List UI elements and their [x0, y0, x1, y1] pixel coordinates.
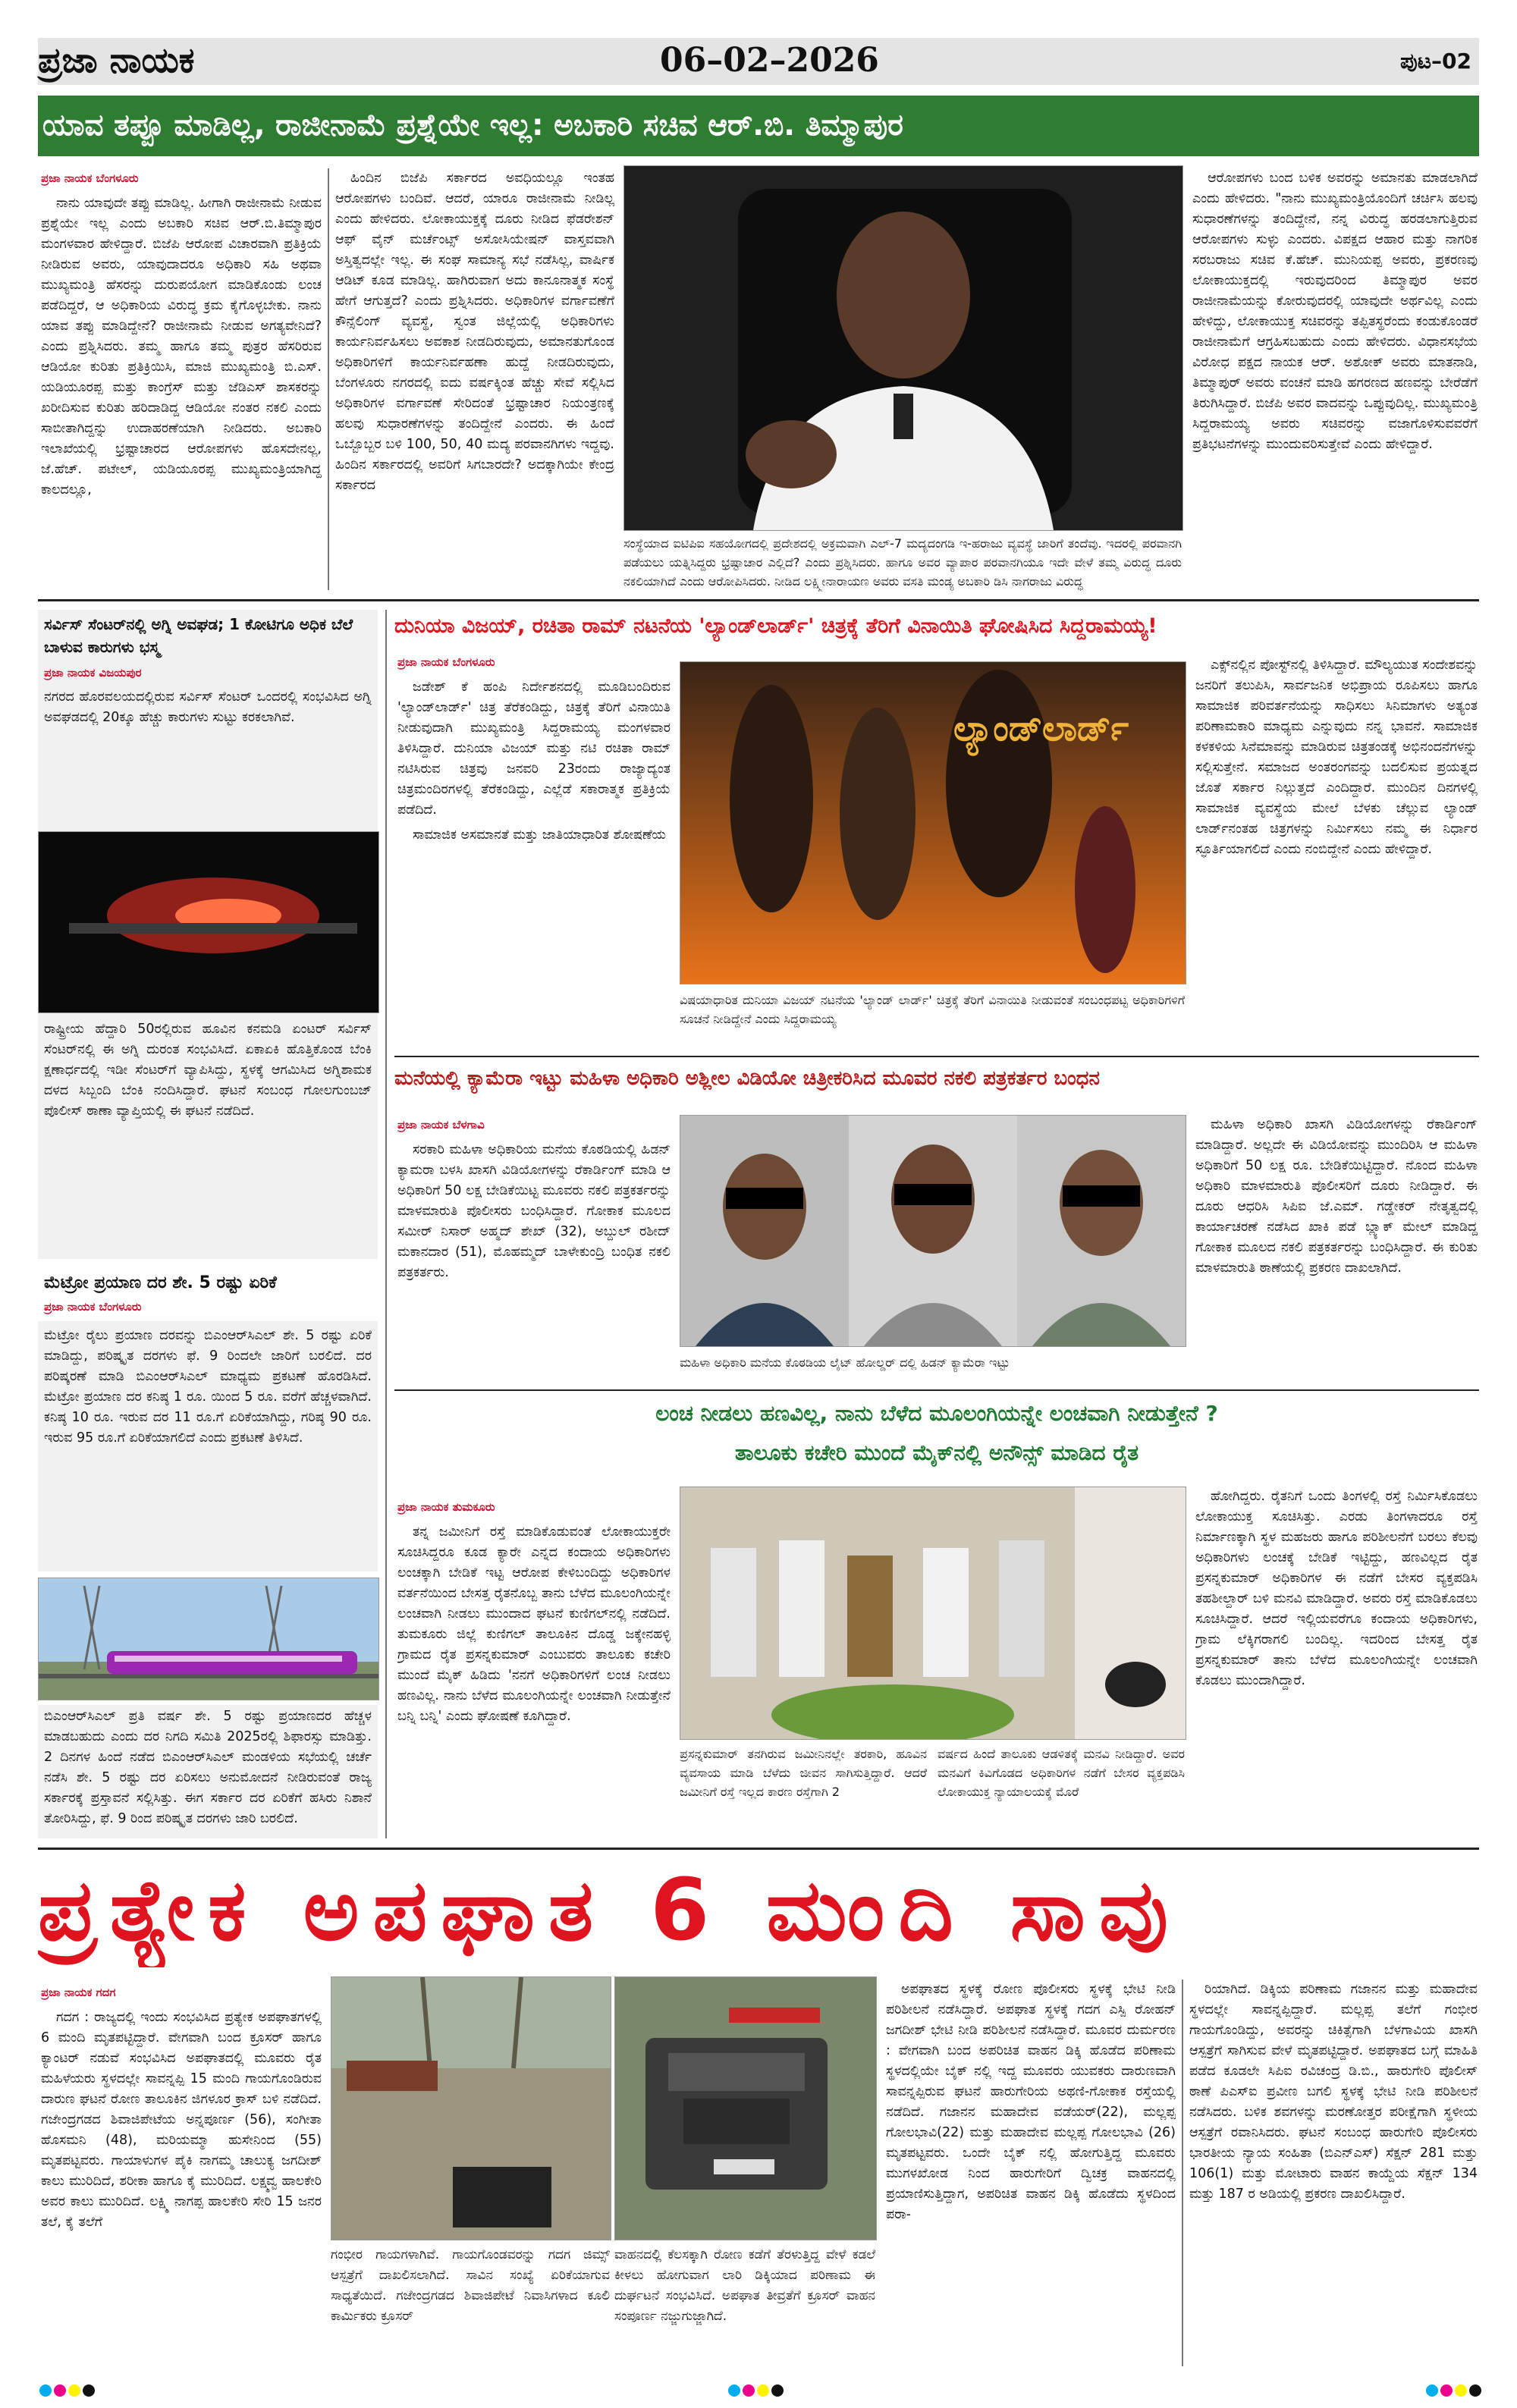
registration-marks-center	[728, 2384, 786, 2400]
lead-headline-banner	[38, 96, 1479, 156]
issue-date: 06–02–2026	[660, 41, 879, 80]
story4-headline	[394, 1062, 1479, 1095]
accused-photos	[680, 1115, 1186, 1347]
story3-headline-text: ದುನಿಯಾ ವಿಜಯ್, ರಚಿತಾ ರಾಮ್ ನಟನೆಯ 'ಲ್ಯಾಂಡ್‌ಲಾರ್ಡ್' ಚಿತ್ರಕ್ಕೆ ತೆರಿಗೆ ವಿನಾಯಿತಿ ಘೋಷಿಸಿದ ಸಿದ್ದರಾಮಯ್ಯ!	[394, 614, 1157, 638]
story6-headline2-text: ತಾಲೂಕು ಕಚೇರಿ ಮುಂದೆ ಮೈಕ್‌ನಲ್ಲಿ ಅನೌನ್ಸ್ ಮಾಡಿದ ರೈತ	[734, 1440, 1139, 1465]
masthead	[38, 38, 1479, 85]
story4-col1	[397, 1115, 671, 1377]
story1-text-1: ನಾನು ಯಾವುದೇ ತಪ್ಪು ಮಾಡಿಲ್ಲ. ಹೀಗಾಗಿ ರಾಜೀನಾಮೆ ನೀಡುವ ಪ್ರಶ್ನೆಯೇ ಇಲ್ಲ ಎಂದು ಅಬಕಾರಿ ಸಚಿವ ಆರ್.ಬಿ.ತಿಮ್ಮಾಪುರ ಮಂಗಳವಾರ ಹೇಳಿದ್ದಾರೆ. ಬಿಜೆಪಿ ಆರೋಪ ವಿಚಾರವಾಗಿ ಪ್ರತಿಕ್ರಿಯೆ ನೀಡಿರುವ ಅವರು, ಯಾವುದಾದರೂ ಅಧಿಕಾರಿ ಸಹಿ ಅಥವಾ ಮುಖ್ಯಮಂತ್ರಿ ಹೆಸರನ್ನು ದುರುಪಯೋಗ ಮಾಡಿಕೊಂಡು ಲಂಚ ಪಡೆದಿದ್ದರೆ, ಆ ಅಧಿಕಾರಿಯ ವಿರುದ್ಧ ಕ್ರಮ ಕೈಗೊಳ್ಳಬೇಕು. ನಾನು ಯಾವ ತಪ್ಪು ಮಾಡಿದ್ದೇನೆ? ರಾಜೀನಾಮೆ ನೀಡುವ ಅಗತ್ಯವೇನಿದೆ? ಎಂದು ಪ್ರಶ್ನಿಸಿದರು. ತಮ್ಮ ಹಾಗೂ ತಮ್ಮ ಪುತ್ರರ ಹೆಸರಿರುವ ಆಡಿಯೋ ಕುರಿತು ಪ್ರತಿಕ್ರಿಯಿಸಿ, ಮಾಜಿ ಮುಖ್ಯಮಂತ್ರಿ ಬಿ.ಎಸ್. ಯಡಿಯೂರಪ್ಪ ಮತ್ತು ಕಾಂಗ್ರೆಸ್ ಮತ್ತು ಜೆಡಿಎಸ್ ಶಾಸಕರನ್ನು ಖರೀದಿಸುವ ಕುರಿತು ಹರಿದಾಡಿದ್ದ ಆಡಿಯೋ ನಂತರ ನಕಲಿ ಎಂದು ಸಾಬೀತಾಗಿದ್ದನ್ನು ಉದಾಹರಣೆಯಾಗಿ ನೀಡಿದರು. ಅಬಕಾರಿ ಇಲಾಖೆಯಲ್ಲಿ ಭ್ರಷ್ಟಾಚಾರದ ಆರೋಪಗಳು ಹೊಸದೇನಲ್ಲ, ಜೆ.ಹೆಚ್. ಪಟೇಲ್, ಯಡಿಯೂರಪ್ಪ ಮುಖ್ಯಮಂತ್ರಿಯಾಗಿದ್ದ ಕಾಲದಲ್ಲೂ,	[41, 196, 322, 498]
story7-text-4: ರಿಯಾಗಿದೆ. ಡಿಕ್ಕಿಯ ಪರಿಣಾಮ ಗಜಾನನ ಮತ್ತು ಮಹಾದೇವ ಸ್ಥಳದಲ್ಲೇ ಸಾವನ್ನಪ್ಪಿದ್ದಾರೆ. ಮಲ್ಲಪ್ಪ ತಲೆಗೆ ಗಂಭೀರ ಗಾಯಗೊಂಡಿದ್ದು, ಅವರನ್ನು ಚಿಕಿತ್ಸೆಗಾಗಿ ಬೆಳಗಾವಿಯ ಖಾಸಗಿ ಆಸ್ಪತ್ರೆಗೆ ಸಾಗಿಸುವ ವೇಳೆ ಮೃತಪಟ್ಟಿದ್ದಾರೆ. ಅಪಘಾತದ ಬಗ್ಗೆ ಮಾಹಿತಿ ಪಡೆದ ಕೂಡಲೇ ಸಿಪಿಐ ರವಿಚಂದ್ರ ಡಿ.ಬಿ., ಹಾರುಗೇರಿ ಪೊಲೀಸ್ ಠಾಣೆ ಪಿಎಸ್ಐ ಪ್ರವೀಣ ಬಗಲಿ ಸ್ಥಳಕ್ಕೆ ಭೇಟಿ ನೀಡಿ ಪರಿಶೀಲನೆ ನಡೆಸಿದರು. ಬಳಿಕ ಶವಗಳನ್ನು ಮರಣೋತ್ತರ ಪರೀಕ್ಷೆಗಾಗಿ ಸ್ಥಳೀಯ ಆಸ್ಪತ್ರೆಗೆ ರವಾನಿಸಿದರು. ಘಟನೆ ಸಂಬಂಧ ಹಾರುಗೇರಿ ಪೊಲೀಸರು ಭಾರತೀಯ ನ್ಯಾಯ ಸಂಹಿತಾ (ಬಿಎನ್ಎಸ್) ಸೆಕ್ಷನ್ 281 ಮತ್ತು 106(1) ಮತ್ತು ಮೋಟಾರು ವಾಹನ ಕಾಯ್ದೆಯ ಸೆಕ್ಷನ್ 134 ಮತ್ತು 187 ರ ಅಡಿಯಲ್ಲಿ ಪ್ರಕರಣ ದಾಖಲಿಸಿದ್ದಾರೆ.	[1189, 1982, 1478, 2202]
story2-body: ರಾಷ್ಟ್ರೀಯ ಹೆದ್ದಾರಿ 50ರಲ್ಲಿರುವ ಹೂವಿನ ಕನಮಡಿ ಏಂಟರ್ ಸರ್ವಿಸ್ ಸೆಂಟರ್‌ನಲ್ಲಿ ಈ ಅಗ್ನಿ ದುರಂತ ಸಂಭವಿಸಿದೆ. ಏಕಾಏಕಿ ಹೊತ್ತಿಕೊಂಡ ಬೆಂಕಿ ಕ್ಷಣಾರ್ಧದಲ್ಲಿ ಇಡೀ ಸೆಂಟರ್‌ಗೆ ವ್ಯಾಪಿಸಿದ್ದು, ಸ್ಥಳಕ್ಕೆ ಆಗಮಿಸಿದ ಅಗ್ನಿಶಾಮಕ ದಳದ ಸಿಬ್ಬಂದಿ ಬೆಂಕಿ ನಂದಿಸಿದ್ದಾರೆ. ಘಟನೆ ಸಂಬಂಧ ಗೋಲಗುಂಬಜ್ ಪೊಲೀಸ್ ಠಾಣಾ ವ್ಯಾಪ್ತಿಯಲ್ಲಿ ಈ ಘಟನೆ ನಡೆದಿದೆ.	[44, 1022, 372, 1119]
story3-col1	[397, 652, 671, 1044]
landlord-poster	[680, 661, 1186, 984]
story4-headline-text: ಮನೆಯಲ್ಲಿ ಕ್ಯಾಮೆರಾ ಇಟ್ಟು ಮಹಿಳಾ ಅಧಿಕಾರಿ ಅಶ್ಲೀಲ ವಿಡಿಯೋ ಚಿತ್ರೀಕರಿಸಿದ ಮೂವರ ನಕಲಿ ಪತ್ರಕರ್ತರ ಬಂಧನ	[394, 1067, 1100, 1090]
paper-title: ಪ್ರಜಾ ನಾಯಕ	[38, 39, 195, 80]
story1-caption: ಸಂಸ್ಥೆಯಾದ ಐಟಿಪಿಐ ಸಹಯೋಗದಲ್ಲಿ ಪ್ರದೇಶದಲ್ಲಿ ಅಕ್ರಮವಾಗಿ ಎಲ್-7 ಮದ್ಯದಂಗಡಿ ಇ-ಹರಾಜು ವ್ಯವಸ್ಥೆ ಜಾರಿಗೆ ತಂದೆವು. ಇದರಲ್ಲಿ ಪರವಾನಗಿ ಪಡೆಯಲು ಯತ್ನಿಸಿದ್ದರು ಭ್ರಷ್ಟಾಚಾರ ಎಲ್ಲಿದೆ? ಎಂದು ಪ್ರಶ್ನಿಸಿದರು. ಹಾಗೂ ಅವರ ವ್ಯಾಪಾರ ಪರವಾನಗಿಯೂ ಇದೇ ವೇಳೆ ತಮ್ಮ ವಿರುದ್ಧ ದೂರು ನಕಲಿಯಾಗಿದೆ ಎಂದು ಆರೋಪಿಸಿದರು. ನೀಡಿದ ಲಕ್ಷ್ಮೀನಾರಾಯಣ ಅವರು ವಸತಿ ಮಂಡ್ಯ ಅಬಕಾರಿ ಡಿಸಿ ನಾಗರಾಜು ವಿರುದ್ಧ	[623, 536, 1182, 589]
story6-col3	[1195, 1487, 1478, 1838]
story3-col3	[1195, 655, 1478, 1044]
registration-marks-left	[39, 2384, 97, 2400]
story4-text-1: ಸರಕಾರಿ ಮಹಿಳಾ ಅಧಿಕಾರಿಯ ಮನೆಯ ಕೊಠಡಿಯಲ್ಲಿ ಹಿಡನ್ ಕ್ಯಾಮರಾ ಬಳಸಿ ಖಾಸಗಿ ವಿಡಿಯೋಗಳನ್ನು ರೆಕಾರ್ಡಿಂಗ್ ಮಾಡಿ ಆ ಅಧಿಕಾರಿಗೆ 50 ಲಕ್ಷ ಬೇಡಿಕೆಯಿಟ್ಟ ಮೂವರು ನಕಲಿ ಪತ್ರಕರ್ತರನ್ನು ಮಾಳಮಾರುತಿ ಪೊಲೀಸರು ಬಂಧಿಸಿದ್ದಾರೆ. ಗೋಕಾಕ ಮೂಲದ ಸಮೀರ್ ನಿಸಾರ್ ಅಹ್ಮದ್ ಶೇಖ್ (32), ಅಬ್ದುಲ್ ರಶೀದ್ ಮಕಾನದಾರ (51), ಮೊಹಮ್ಮದ್ ಬಾಳೇಕುಂದ್ರಿ ಬಂಧಿತ ನಕಲಿ ಪತ್ರಕರ್ತರು.	[397, 1142, 671, 1280]
story5-body: ಬಿಎಂಆರ್‌ಸಿಎಲ್ ಪ್ರತಿ ವರ್ಷ ಶೇ. 5 ರಷ್ಟು ಪ್ರಯಾಣದರ ಹೆಚ್ಚಳ ಮಾಡಬಹುದು ಎಂದು ದರ ನಿಗದಿ ಸಮಿತಿ 2025ರಲ್ಲಿ ಶಿಫಾರಸ್ಸು ಮಾಡಿತ್ತು. 2 ದಿನಗಳ ಹಿಂದೆ ನಡೆದ ಬಿಎಂಆರ್‌ಸಿಎಲ್ ಮಂಡಳಿಯ ಸಭೆಯಲ್ಲಿ ಚರ್ಚೆ ನಡೆಸಿ ಶೇ. 5 ರಷ್ಟು ದರ ಏರಿಸಲು ಅನುಮೋದನೆ ನೀಡಿರುವಂತೆ ರಾಜ್ಯ ಸರ್ಕಾರಕ್ಕೆ ಪ್ರಸ್ತಾವನೆ ಸಲ್ಲಿಸಿತ್ತು. ಈಗ ಸರ್ಕಾರ ದರ ಏರಿಕೆಗೆ ಹಸಿರು ನಿಶಾನೆ ತೋರಿಸಿದ್ದು, ಫೆ. 9 ರಿಂದ ಪರಿಷ್ಕೃತ ದರಗಳು ಜಾರಿ ಬರಲಿದೆ.	[44, 1709, 372, 1826]
story1-text-4: ಆರೋಪಗಳು ಬಂದ ಬಳಿಕ ಅವರನ್ನು ಅಮಾನತು ಮಾಡಲಾಗಿದೆ ಎಂದು ಹೇಳಿದರು. "ನಾನು ಮುಖ್ಯಮಂತ್ರಿಯೊಂದಿಗೆ ಚರ್ಚಿಸಿ ಹಲವು ಸುಧಾರಣೆಗಳನ್ನು ತಂದಿದ್ದೇನೆ, ನನ್ನ ವಿರುದ್ಧ ಹರಡಲಾಗುತ್ತಿರುವ ಆರೋಪಗಳು ಸುಳ್ಳು ಎಂದರು. ವಿಪಕ್ಷದ ಆಹಾರ ಮತ್ತು ನಾಗರಿಕ ಸರಬರಾಜು ಸಚಿವ ಕೆ.ಹೆಚ್. ಮುನಿಯಪ್ಪ ಅವರು, ಪ್ರಕರಣವು ಲೋಕಾಯುಕ್ತದಲ್ಲಿ ಇರುವುದರಿಂದ ತಿಮ್ಮಾಪುರ ಅವರ ರಾಜೀನಾಮೆಯನ್ನು ಕೋರುವುದರಲ್ಲಿ ಯಾವುದೇ ಅರ್ಥವಿಲ್ಲ ಎಂದು ಹೇಳಿದ್ದು, ಲೋಕಾಯುಕ್ತ ಸಚಿವರನ್ನು ತಪ್ಪಿತಸ್ಥರೆಂದು ಕಂಡುಕೊಂಡರೆ ರಾಜೀನಾಮೆಗೆ ಆಗ್ರಹಿಸಬಹುದು ಎಂದು ಹೇಳಿದರು. ವಿಧಾನಸಭೆಯ ವಿರೋಧ ಪಕ್ಷದ ನಾಯಕ ಆರ್. ಅಶೋಕ್ ಅವರು ಮಾತನಾಡಿ, ತಿಮ್ಮಾಪುರ್ ಅವರು ವಂಚನೆ ಮಾಡಿ ಹಗರಣದ ಹಣವನ್ನು ಬೇರೆಡೆಗೆ ತಿರುಗಿಸಿದ್ದಾರೆ. ಬಿಜೆಪಿ ಅವರ ವಾದವನ್ನು ಒಪ್ಪುವುದಿಲ್ಲ. ಮುಖ್ಯಮಂತ್ರಿ ಸಿದ್ದರಾಮಯ್ಯ ಅವರು ಸಚಿವರನ್ನು ವಜಾಗೊಳಿಸುವವರೆಗೆ ಪ್ರತಿಭಟನೆಗಳನ್ನು ಮುಂದುವರಿಸುತ್ತೇವೆ ಎಂದು ಹೇಳಿದ್ದಾರೆ.	[1192, 171, 1478, 452]
story1-col2	[335, 168, 614, 590]
story1-text-2: ಹಿಂದಿನ ಬಿಜೆಪಿ ಸರ್ಕಾರದ ಅವಧಿಯಲ್ಲೂ ಇಂತಹ ಆರೋಪಗಳು ಬಂದಿವೆ. ಆದರೆ, ಯಾರೂ ರಾಜೀನಾಮೆ ನೀಡಿಲ್ಲ ಎಂದು ಹೇಳಿದರು. ಲೋಕಾಯುಕ್ತಕ್ಕೆ ದೂರು ನೀಡಿದ ಫೆಡರೇಶನ್ ಆಫ್ ವೈನ್ ಮರ್ಚೆಂಟ್ಸ್ ಅಸೋಸಿಯೇಷನ್ ವಾಸ್ತವವಾಗಿ ಅಸ್ತಿತ್ವದಲ್ಲೇ ಇಲ್ಲ. ಈ ಸಂಘ ಸಾಮಾನ್ಯ ಸಭೆ ನಡೆಸಿಲ್ಲ, ವಾರ್ಷಿಕ ಆಡಿಟ್ ಕೂಡ ಮಾಡಿಲ್ಲ. ಹಾಗಿರುವಾಗ ಅದು ಕಾನೂನಾತ್ಮಕ ಸಂಸ್ಥೆ ಹೇಗೆ ಆಗುತ್ತದೆ? ಎಂದು ಪ್ರಶ್ನಿಸಿದರು. ಅಧಿಕಾರಿಗಳ ವರ್ಗಾವಣೆಗೆ ಕೌನ್ಸೆಲಿಂಗ್ ವ್ಯವಸ್ಥೆ, ಸ್ವಂತ ಜಿಲ್ಲೆಯಲ್ಲಿ ಅಧಿಕಾರಿಗಳು ಕಾರ್ಯನಿರ್ವಹಿಸಲು ಅವಕಾಶ ನೀಡದಿರುವುದು, ಅಮಾನತುಗೊಂಡ ಅಧಿಕಾರಿಗಳಿಗೆ ಕಾರ್ಯನಿರ್ವಹಣಾ ಹುದ್ದೆ ನೀಡದಿರುವುದು, ಬೆಂಗಳೂರು ನಗರದಲ್ಲಿ ಐದು ವರ್ಷಕ್ಕಿಂತ ಹೆಚ್ಚು ಸೇವೆ ಸಲ್ಲಿಸಿದ ಅಧಿಕಾರಿಗಳ ವರ್ಗಾವಣೆ ಸೇರಿದಂತೆ ಭ್ರಷ್ಟಾಚಾರ ನಿಯಂತ್ರಣಕ್ಕೆ ಹಲವು ಸುಧಾರಣೆಗಳನ್ನು ತಂದಿದ್ದೇನೆ ಎಂದರು. ಈ ಹಿಂದೆ ಒಬ್ಬೊಬ್ಬರ ಬಳಿ 100, 50, 40 ಮದ್ಯ ಪರವಾನಗಿಗಳು ಇದ್ದವು. ಹಿಂದಿನ ಸರ್ಕಾರದಲ್ಲಿ ಅವರಿಗೆ ಸಿಗಬಾರದೇ? ಅದಕ್ಕಾಗಿಯೇ ಕೇಂದ್ರ ಸರ್ಕಾರದ	[335, 171, 614, 493]
story3-text-3: ಎಕ್ಸ್‌ನಲ್ಲಿನ ಪೋಸ್ಟ್‌ನಲ್ಲಿ ತಿಳಿಸಿದ್ದಾರೆ. ಮೌಲ್ಯಯುತ ಸಂದೇಶವನ್ನು ಜನರಿಗೆ ತಲುಪಿಸಿ, ಸಾರ್ವಜನಿಕ ಅಭಿಪ್ರಾಯ ರೂಪಿಸಲು ಹಾಗೂ ಸಾಮಾಜಿಕ ಪರಿವರ್ತನೆಯನ್ನು ಸಾಧಿಸಲು ಸಿನಿಮಾಗಳು ಅತ್ಯಂತ ಪರಿಣಾಮಕಾರಿ ಮಾಧ್ಯಮ ಎನ್ನುವುದು ನನ್ನ ಭಾವನೆ. ಸಾಮಾಜಿಕ ಕಳಕಳಿಯ ಸಿನೆಮಾವನ್ನು ಮಾಡಿರುವ ಚಿತ್ರತಂಡಕ್ಕೆ ಅಭಿನಂದನೆಗಳನ್ನು ಸಲ್ಲಿಸುತ್ತೇನೆ. ಸಮಾಜದ ಅಂತರಂಗವನ್ನು ಬದಲಿಸುವ ಪ್ರಯತ್ನದ ಜೊತೆ ಸರ್ಕಾರ ನಿಲ್ಲುತ್ತದೆ ಎಂದಿದ್ದಾರೆ. ಮುಂದಿನ ದಿನಗಳಲ್ಲಿ ಸಾಮಾಜಿಕ ವ್ಯವಸ್ಥೆಯ ಮೇಲೆ ಬೆಳಕು ಚೆಲ್ಲುವ ಲ್ಯಾಂಡ್ ಲಾರ್ಡ್‌ನಂತಹ ಚಿತ್ರಗಳನ್ನು ನಿರ್ಮಿಸಲು ನಮ್ಮ ಈ ನಿರ್ಧಾರ ಸ್ಫೂರ್ತಿಯಾಗಲಿದೆ ಎಂದು ನಂಬಿದ್ದೇನೆ ಎಂದು ಹೇಳಿದ್ದಾರೆ.	[1195, 658, 1478, 857]
story6-byline: ಪ್ರಜಾ ನಾಯಕ ತುಮಕೂರು	[397, 1500, 495, 1514]
fire-photo	[38, 831, 379, 1013]
story7-text-3: ಅಪಘಾತದ ಸ್ಥಳಕ್ಕೆ ರೋಣ ಪೊಲೀಸರು ಸ್ಥಳಕ್ಕೆ ಭೇಟಿ ನೀಡಿ ಪರಿಶೀಲನೆ ನಡೆಸಿದ್ದಾರೆ. ಅಪಘಾತ ಸ್ಥಳಕ್ಕೆ ಗದಗ ಎಸ್ಪಿ ರೋಹನ್ ಜಗದೀಶ್ ಭೇಟಿ ನೀಡಿ ಪರಿಶೀಲನೆ ನಡೆಸಿದ್ದಾರೆ. ಮೂವರ ದುರ್ಮರಣ : ವೇಗವಾಗಿ ಬಂದ ಅಪರಿಚಿತ ವಾಹನ ಡಿಕ್ಕಿ ಹೊಡೆದ ಪರಿಣಾಮ ಸ್ಥಳದಲ್ಲಿಯೇ ಬೈಕ್ ನಲ್ಲಿ ಇದ್ದ ಮೂವರು ಯುವಕರು ದಾರುಣವಾಗಿ ಸಾವನ್ನಪ್ಪಿರುವ ಘಟನೆ ಹಾರುಗೇರಿಯ ಅಥಣಿ-ಗೋಕಾಕ ರಸ್ತೆಯಲ್ಲಿ ನಡೆದಿದೆ. ಗಜಾನನ ಮಹಾದೇವ ವಡೆಯರ್(22), ಮಲ್ಲಪ್ಪ ಗೋಲಭಾವಿ(22) ಮತ್ತು ಮಹಾದೇವ ಮಲ್ಲಪ್ಪ ಗೋಲಭಾವಿ (26) ಮೃತಪಟ್ಟವರು. ಒಂದೇ ಬೈಕ್ ನಲ್ಲಿ ಹೋಗುತ್ತಿದ್ದ ಮೂವರು ಮುಗಳಖೋಡ ನಿಂದ ಹಾರುಗೇರಿಗೆ ದ್ವಿಚಕ್ರ ವಾಹನದಲ್ಲಿ ಪ್ರಯಾಣಿಸುತ್ತಿದ್ದಾಗ, ಅಪರಿಚಿತ ವಾಹನ ಡಿಕ್ಕಿ ಹೊಡೆದು ಸ್ಥಳದಿಂದ ಪರಾ-	[886, 1982, 1176, 2222]
story5-headline: ಮೆಟ್ರೋ ಪ್ರಯಾಣ ದರ ಶೇ. 5 ರಷ್ಟು ಏರಿಕೆ	[44, 1273, 277, 1292]
story2-byline: ಪ್ರಜಾ ನಾಯಕ ವಿಜಯಪುರ	[44, 666, 142, 680]
story4-col3	[1195, 1115, 1478, 1377]
registration-marks-right	[1426, 2384, 1484, 2400]
story2-headline: ಸರ್ವಿಸ್ ಸೆಂಟರ್‌ನಲ್ಲಿ ಅಗ್ನಿ ಅವಘಡ; 1 ಕೋಟಿಗೂ ಅಧಿಕ ಬೆಲೆ ಬಾಳುವ ಕಾರುಗಳು ಭಸ್ಮ	[44, 615, 353, 656]
story6-caption1: ಪ್ರಸನ್ನಕುಮಾರ್ ತನಗಿರುವ ಜಮೀನಿನಲ್ಲೇ ತರಕಾರಿ, ಹೂವಿನ ವ್ಯವಸಾಯ ಮಾಡಿ ಬೆಳೆದು ಜೀವನ ಸಾಗಿಸುತ್ತಿದ್ದಾರೆ. ಆದರೆ ಜಮೀನಿಗೆ ರಸ್ತೆ ಇಲ್ಲದ ಕಾರಣ ರಸ್ತೆಗಾಗಿ 2	[680, 1747, 927, 1799]
story3-text-1b: ಸಾಮಾಜಿಕ ಅಸಮಾನತೆ ಮತ್ತು ಜಾತಿಯಾಧಾರಿತ ಶೋಷಣೆಯ	[413, 827, 666, 843]
story6-headline1	[394, 1397, 1479, 1430]
story6-headline2	[394, 1436, 1479, 1470]
story7-caption2: ವಾಹನದಲ್ಲಿ ಕೆಲಸಕ್ಕಾಗಿ ರೋಣ ಕಡೆಗೆ ತೆರಳುತ್ತಿದ್ದ ವೇಳೆ ಕಡಲೆ ಕೀಳಲು ಹೋಗುವಾಗ ಲಾರಿ ಡಿಕ್ಕಿಯಾದ ಪರಿಣಾಮ ಈ ದುರ್ಘಟನೆ ಸಂಭವಿಸಿದೆ. ಅಪಘಾತ ತೀವ್ರತೆಗೆ ಕ್ರೂಸರ್ ವಾಹನ ಸಂಪೂರ್ಣ ನಜ್ಜುಗುಜ್ಜಾಗಿದೆ.	[614, 2247, 875, 2324]
story2-intro: ನಗರದ ಹೊರವಲಯದಲ್ಲಿರುವ ಸರ್ವಿಸ್ ಸೆಂಟರ್ ಒಂದರಲ್ಲಿ ಸಂಭವಿಸಿದ ಅಗ್ನಿ ಅವಘಡದಲ್ಲಿ 20ಕ್ಕೂ ಹೆಚ್ಚು ಕಾರುಗಳು ಸುಟ್ಟು ಕರಕಲಾಗಿವೆ.	[44, 689, 372, 725]
page-number: ಪುಟ–02	[1399, 49, 1471, 74]
poster-title: ಲ್ಯಾಂಡ್‌ಲಾರ್ಡ್	[953, 708, 1129, 749]
story3-byline: ಪ್ರಜಾ ನಾಯಕ ಬೆಂಗಳೂರು	[397, 655, 495, 669]
story5-intro: ಮೆಟ್ರೋ ರೈಲು ಪ್ರಯಾಣ ದರವನ್ನು ಬಿಎಂಆರ್‌ಸಿಎಲ್ ಶೇ. 5 ರಷ್ಟು ಏರಿಕೆ ಮಾಡಿದ್ದು, ಪರಿಷ್ಕೃತ ದರಗಳು ಫೆ. 9 ರಿಂದಲೇ ಜಾರಿಗೆ ಬರಲಿದೆ. ದರ ಪರಿಷ್ಕರಣೆ ಮಾಡಿ ಬಿಎಂಆರ್‌ಸಿಎಲ್ ಮಾಧ್ಯಮ ಪ್ರಕಟಣೆ ಹೊರಡಿಸಿದೆ. ಮೆಟ್ರೋ ಪ್ರಯಾಣ ದರ ಕನಿಷ್ಠ 1 ರೂ. ಯಿಂದ 5 ರೂ. ವರೆಗೆ ಹೆಚ್ಚಳವಾಗಿದೆ. ಕನಿಷ್ಠ 10 ರೂ. ಇರುವ ದರ 11 ರೂ.ಗೆ ಏರಿಕೆಯಾಗಿದ್ದು, ಗರಿಷ್ಠ 90 ರೂ. ಇರುವ 95 ರೂ.ಗೆ ಏರಿಕೆಯಾಗಲಿದೆ ಎಂದು ಪ್ರಕಟಣೆ ತಿಳಿಸಿದೆ.	[44, 1328, 372, 1446]
story6-text-1: ತನ್ನ ಜಮೀನಿಗೆ ರಸ್ತೆ ಮಾಡಿಕೊಡುವಂತೆ ಲೋಕಾಯುಕ್ತರೇ ಸೂಚಿಸಿದ್ದರೂ ಕೂಡ ಕ್ಯಾರೇ ಎನ್ನದ ಕಂದಾಯ ಅಧಿಕಾರಿಗಳು ಲಂಚಕ್ಕಾಗಿ ಬೇಡಿಕೆ ಇಟ್ಟ ಆರೋಪ ಕೇಳಿಬಂದಿದ್ದು ಅಧಿಕಾರಿಗಳ ವರ್ತನೆಯಿಂದ ಬೇಸತ್ತ ರೈತನೊಬ್ಬ ತಾನು ಬೆಳೆದ ಮೂಲಂಗಿಯನ್ನೇ ಲಂಚವಾಗಿ ನೀಡಲು ಮುಂದಾದ ಘಟನೆ ಕುಣಿಗಲ್‌ನಲ್ಲಿ ನಡೆದಿದೆ. ತುಮಕೂರು ಜಿಲ್ಲೆ ಕುಣಿಗಲ್ ತಾಲೂಕಿನ ದೊಡ್ಡ ಜಕ್ಕೇನಹಳ್ಳಿ ಗ್ರಾಮದ ರೈತ ಪ್ರಸನ್ನಕುಮಾರ್ ಎಂಬುವರು ತಾಲೂಕು ಕಚೇರಿ ಮುಂದೆ ಮೈಕ್ ಹಿಡಿದು 'ನನಗೆ ಅಧಿಕಾರಿಗಳಿಗೆ ಲಂಚ ನೀಡಲು ಹಣವಿಲ್ಲ. ನಾನು ಬೆಳೆದ ಮೂಲಂಗಿಯನ್ನೇ ಲಂಚವಾಗಿ ನೀಡುತ್ತೇನೆ ಬನ್ನಿ ಬನ್ನಿ' ಎಂದು ಘೋಷಣೆ ಕೂಗಿದ್ದಾರೆ.	[397, 1524, 671, 1724]
metro-photo	[38, 1578, 379, 1700]
story5-byline: ಪ್ರಜಾ ನಾಯಕ ಬೆಂಗಳೂರು	[44, 1300, 142, 1314]
story7-col1	[41, 1983, 322, 2366]
story7-caption1: ಗಂಭೀರ ಗಾಯಗಳಾಗಿವೆ. ಗಾಯಗೊಂಡವರನ್ನು ಗದಗ ಜಿಮ್ಸ್ ಆಸ್ಪತ್ರೆಗೆ ದಾಖಲಿಸಲಾಗಿದೆ. ಸಾವಿನ ಸಂಖ್ಯೆ ಏರಿಕೆಯಾಗುವ ಸಾಧ್ಯತೆಯಿದೆ. ಗಜೇಂದ್ರಗಡದ ಶಿವಾಜಿಪೇಟೆ ನಿವಾಸಿಗಳಾದ ಕೂಲಿ ಕಾರ್ಮಿಕರು ಕ್ರೂಸರ್	[331, 2247, 610, 2324]
accident-photo-2	[614, 1976, 877, 2240]
story7-col3	[886, 1979, 1176, 2366]
accident-photo-1	[331, 1976, 611, 2240]
story6-headline1-text: ಲಂಚ ನೀಡಲು ಹಣವಿಲ್ಲ, ನಾನು ಬೆಳೆದ ಮೂಲಂಗಿಯನ್ನೇ ಲಂಚವಾಗಿ ನೀಡುತ್ತೇನೆ ?	[655, 1401, 1218, 1426]
story1-col4	[1192, 168, 1478, 590]
story4-caption: ಮಹಿಳಾ ಅಧಿಕಾರಿ ಮನೆಯ ಕೊಠಡಿಯ ಲೈಟ್ ಹೋಲ್ಡರ್‌ ದಲ್ಲಿ ಹಿಡನ್ ಕ್ಯಾಮೆರಾ ಇಟ್ಟು	[680, 1355, 1010, 1370]
story6-col1	[397, 1497, 671, 1838]
story4-text-3: ಮಹಿಳಾ ಅಧಿಕಾರಿ ಖಾಸಗಿ ವಿಡಿಯೋಗಳನ್ನು ರೆಕಾರ್ಡಿಂಗ್ ಮಾಡಿದ್ದಾರೆ. ಅಲ್ಲದೇ ಈ ವಿಡಿಯೋವನ್ನು ಮುಂದಿರಿಸಿ ಆ ಮಹಿಳಾ ಅಧಿಕಾರಿಗೆ 50 ಲಕ್ಷ ರೂ. ಬೇಡಿಕೆಯಿಟ್ಟಿದ್ದಾರೆ. ನೊಂದ ಮಹಿಳಾ ಅಧಿಕಾರಿ ಮಾಳಮಾರುತಿ ಪೊಲೀಸರಿಗೆ ದೂರು ನೀಡಿದ್ದಾರೆ. ಈ ದೂರು ಆಧರಿಸಿ ಸಿಪಿಐ ಜೆ.ಎಮ್. ಗಡ್ಡೇಕರ್ ನೇತೃತ್ವದಲ್ಲಿ ಕಾರ್ಯಾಚರಣೆ ನಡೆಸಿದ ಖಾಕಿ ಪಡೆ ಬ್ಲ್ಯಾಕ್ ಮೇಲ್ ಮಾಡಿದ್ದ ಗೋಕಾಕ ಮೂಲದ ನಕಲಿ ಪತ್ರಕರ್ತರನ್ನು ಬಂಧಿಸಿದ್ದಾರೆ. ಈ ಕುರಿತು ಮಾಳಮಾರುತಿ ಠಾಣೆಯಲ್ಲಿ ಪ್ರಕರಣ ದಾಖಲಾಗಿದೆ.	[1195, 1117, 1478, 1276]
story7-col4	[1189, 1979, 1478, 2366]
story6-text-3: ಹೋಗಿದ್ದರು. ರೈತನಿಗೆ ಒಂದು ತಿಂಗಳಲ್ಲಿ ರಸ್ತೆ ನಿರ್ಮಿಸಿಕೊಡಲು ಲೋಕಾಯುಕ್ತ ಸೂಚಿಸಿತ್ತು. ಎರಡು ತಿಂಗಳಾದರೂ ರಸ್ತೆ ನಿರ್ಮಾಣಕ್ಕಾಗಿ ಸ್ಥಳ ಮಹಜರು ಹಾಗೂ ಪರಿಶೀಲನೆಗೆ ಬರಲು ಕೆಲವು ಅಧಿಕಾರಿಗಳು ಲಂಚಕ್ಕೆ ಬೇಡಿಕೆ ಇಟ್ಟಿದ್ದು, ಹಣವಿಲ್ಲದ ರೈತ ಪ್ರಸನ್ನಕುಮಾರ್ ಅಧಿಕಾರಿಗಳ ಈ ನಡೆಗೆ ಬೇಸರ ವ್ಯಕ್ತಪಡಿಸಿ ತಹಶೀಲ್ದಾರ್ ಬಳಿ ಮನವಿ ಮಾಡಿದ್ದಾರೆ. ಅವರು ರಸ್ತೆ ಮಾಡಿಕೊಡಲು ಸೂಚಿಸಿದ್ದಾರೆ. ಆದರೆ ಇಲ್ಲಿಯವರೆಗೂ ಕಂದಾಯ ಅಧಿಕಾರಿಗಳು, ಗ್ರಾಮ ಲೆಕ್ಕಿಗರಾಗಲಿ ಬಂದಿಲ್ಲ. ಇದರಿಂದ ಬೇಸತ್ತ ರೈತ ಪ್ರಸನ್ನಕುಮಾರ್ ತಾನು ಬೆಳೆದ ಮೂಲಂಗಿಯನ್ನೇ ಲಂಚವಾಗಿ ಕೊಡಲು ಮುಂದಾಗಿದ್ದಾರೆ.	[1195, 1489, 1478, 1688]
story3-caption: ವಿಷಯಾಧಾರಿತ ದುನಿಯಾ ವಿಜಯ್ ನಟನೆಯ 'ಲ್ಯಾಂಡ್ ಲಾರ್ಡ್' ಚಿತ್ರಕ್ಕೆ ತೆರಿಗೆ ವಿನಾಯಿತಿ ನೀಡುವಂತೆ ಸಂಬಂಧಪಟ್ಟ ಅಧಿಕಾರಿಗಳಿಗೆ ಸೂಚನೆ ನೀಡಿದ್ದೇನೆ ಎಂದು ಸಿದ್ದರಾಮಯ್ಯ	[680, 993, 1185, 1026]
minister-photo	[623, 165, 1183, 531]
story3-headline	[394, 610, 1479, 643]
story3-text-1: ಜಡೇಶ್ ಕೆ ಹಂಪಿ ನಿರ್ದೇಶನದಲ್ಲಿ ಮೂಡಿಬಂದಿರುವ 'ಲ್ಯಾಂಡ್‌ಲಾರ್ಡ್' ಚಿತ್ರ ತೆರೆಕಂಡಿದ್ದು, ಚಿತ್ರಕ್ಕೆ ತೆರಿಗೆ ವಿನಾಯಿತಿ ನೀಡುವುದಾಗಿ ಮುಖ್ಯಮಂತ್ರಿ ಸಿದ್ದರಾಮಯ್ಯ ಮಂಗಳವಾರ ತಿಳಿಸಿದ್ದಾರೆ. ದುನಿಯಾ ವಿಜಯ್ ಮತ್ತು ನಟಿ ರಚಿತಾ ರಾಮ್ ನಟಿಸಿರುವ ಚಿತ್ರವು ಜನವರಿ 23ರಂದು ರಾಜ್ಯಾದ್ಯಂತ ಚಿತ್ರಮಂದಿರಗಳಲ್ಲಿ ತೆರೆಕಂಡಿದ್ದು, ಎಲ್ಲೆಡೆ ಸಕಾರಾತ್ಮಕ ಪ್ರತಿಕ್ರಿಯೆ ಪಡೆದಿದೆ.	[397, 680, 671, 818]
lead-headline: ಯಾವ ತಪ್ಪೂ ಮಾಡಿಲ್ಲ, ರಾಜೀನಾಮೆ ಪ್ರಶ್ನೆಯೇ ಇಲ್ಲ: ಅಬಕಾರಿ ಸಚಿವ ಆರ್.ಬಿ. ತಿಮ್ಮಾಪುರ	[42, 108, 903, 143]
story1-col1	[41, 168, 322, 590]
story6-caption2: ವರ್ಷದ ಹಿಂದೆ ತಾಲೂಕು ಆಡಳಿತಕ್ಕೆ ಮನವಿ ನೀಡಿದ್ದಾರೆ. ಅವರ ಮನವಿಗೆ ಕಿವಿಗೊಡದ ಅಧಿಕಾರಿಗಳ ನಡೆಗೆ ಬೇಸರ ವ್ಯಕ್ತಪಡಿಸಿ ಲೋಕಾಯುಕ್ತ ನ್ಯಾಯಾಲಯಕ್ಕೆ ಮೊರೆ	[938, 1747, 1185, 1799]
farmer-photo	[680, 1487, 1186, 1740]
story7-headline: ಪ್ರತ್ಯೇಕ ಅಪಘಾತ 6 ಮಂದಿ ಸಾವು	[38, 1861, 1182, 1960]
story7-byline: ಪ್ರಜಾ ನಾಯಕ ಗದಗ	[41, 1986, 116, 1999]
story1-byline: ಪ್ರಜಾ ನಾಯಕ ಬೆಂಗಳೂರು	[41, 171, 139, 185]
story7-text-1: ಗದಗ : ರಾಜ್ಯದಲ್ಲಿ ಇಂದು ಸಂಭವಿಸಿದ ಪ್ರತ್ಯೇಕ ಅಪಘಾತಗಳಲ್ಲಿ 6 ಮಂದಿ ಮೃತಪಟ್ಟಿದ್ದಾರೆ. ವೇಗವಾಗಿ ಬಂದ ಕ್ರೂಸರ್ ಹಾಗೂ ಕ್ಯಾಂಟರ್ ನಡುವೆ ಸಂಭವಿಸಿದ ಅಪಘಾತದಲ್ಲಿ ಮೂವರು ರೈತ ಮಹಿಳೆಯರು ಸ್ಥಳದಲ್ಲೇ ಸಾವನ್ನಪ್ಪಿ 15 ಮಂದಿ ಗಾಯಗೊಂಡಿರುವ ದಾರುಣ ಘಟನೆ ರೋಣ ತಾಲೂಕಿನ ಜಿಗಳೂರ ಕ್ರಾಸ್ ಬಳಿ ನಡೆದಿದೆ. ಗಜೇಂದ್ರಗಡದ ಶಿವಾಜಿಪೇಟೆಯ ಅನ್ನಪೂರ್ಣ (56), ಸಂಗೀತಾ ಹೊಸಮನಿ (48), ಮರಿಯಮ್ಮಾ ಹುಸೇನಿಂದ (55) ಮೃತಪಟ್ಟವರು. ಗಾಯಾಳುಗಳ ಪೈಕಿ ನಾಗಮ್ಮ ಚಾಲುಕ್ಯ ಜಗದೀಶ್ ಕಾಲು ಮುರಿದಿದೆ, ಶರೀಕಾ ಹಾಗೂ ಕೈ ಮುರಿದಿದೆ. ಲಕ್ಷ್ಮವ್ವ ಹಾಲಕೇರಿ ಅವರ ಕಾಲು ಮುರಿದಿದೆ. ಲಕ್ಷ್ಮಿ ನಾಗಪ್ಪ ಹಾಲಕೇರಿ ಸೇರಿ 15 ಜನರ ತಲೆ, ಕೈ ತಲೆಗೆ	[41, 2010, 322, 2230]
story4-byline: ಪ್ರಜಾ ನಾಯಕ ಬೆಳಗಾವಿ	[397, 1118, 485, 1132]
